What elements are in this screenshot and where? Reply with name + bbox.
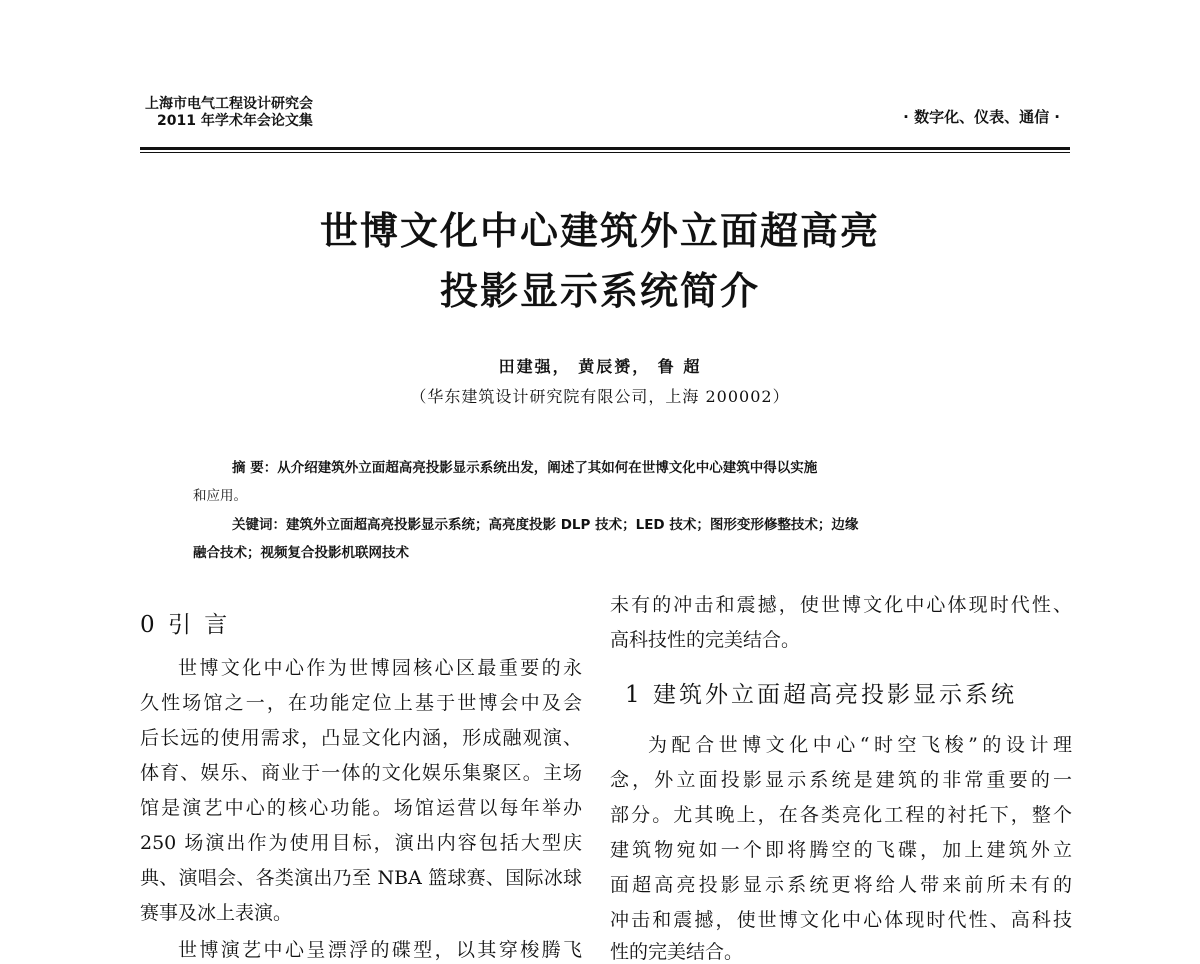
header-rule-thin xyxy=(140,152,1070,153)
body-line: 久性场馆之一，在功能定位上基于世博会中及会 xyxy=(140,692,582,714)
header-rule xyxy=(140,147,1070,150)
body-line: 面超高亮投影显示系统更将给人带来前所未有的 xyxy=(610,874,1072,896)
body-line: 冲击和震撼，使世博文化中心体现时代性、高科技 xyxy=(610,909,1072,931)
body-line: 体育、娱乐、商业于一体的文化娱乐集聚区。主场 xyxy=(140,762,582,784)
body-line: 高科技性的完美结合。 xyxy=(610,629,801,651)
body-line: 建筑物宛如一个即将腾空的飞碟，加上建筑外立 xyxy=(610,839,1072,861)
body-line: 世博文化中心作为世博园核心区最重要的永 xyxy=(178,657,582,679)
body-line: 馆是演艺中心的核心功能。场馆运营以每年举办 xyxy=(140,797,582,819)
journal-name: 上海市电气工程设计研究会 xyxy=(145,96,313,112)
authors: 田建强， 黄辰赟， 鲁 超 xyxy=(498,357,702,376)
body-line: 念，外立面投影显示系统是建筑的非常重要的一 xyxy=(610,769,1072,791)
abstract-line1 xyxy=(232,456,817,476)
keywords-text: 建筑外立面超高亮投影显示系统；高亮度投影 DLP 技术；LED 技术；图形变形修整技术；边缘 xyxy=(286,517,859,533)
abstract-text: 从介绍建筑外立面超高亮投影显示系统出发，阐述了其如何在世博文化中心建筑中得以实施 xyxy=(277,460,818,476)
paper-title-line1: 世博文化中心建筑外立面超高亮 xyxy=(319,209,880,253)
keywords-label: 关键词： xyxy=(232,517,286,533)
journal-volume: 2011 年学术年会论文集 xyxy=(157,113,313,129)
keywords-line1 xyxy=(232,513,858,533)
journal-header xyxy=(145,96,313,130)
body-line: 典、演唱会、各类演出乃至 NBA 篮球赛、国际冰球 xyxy=(140,867,582,889)
body-line: 为配合世博文化中心“时空飞梭”的设计理 xyxy=(648,734,1072,756)
body-line: 部分。尤其晚上，在各类亮化工程的衬托下，整个 xyxy=(610,804,1072,826)
body-line: 性的完美结合。 xyxy=(610,941,744,963)
paper-title-line2: 投影显示系统简介 xyxy=(439,269,760,313)
body-line: 250 场演出作为使用目标，演出内容包括大型庆 xyxy=(140,832,582,854)
abstract-label: 摘 要： xyxy=(232,460,278,476)
body-line: 未有的冲击和震撼，使世博文化中心体现时代性、 xyxy=(610,594,1072,616)
section-heading-intro: 0 引 言 xyxy=(140,612,231,638)
affiliation: （华东建筑设计研究院有限公司，上海 200002） xyxy=(410,387,790,406)
abstract-line2: 和应用。 xyxy=(193,488,247,504)
keywords-line2: 融合技术；视频复合投影机联网技术 xyxy=(193,545,409,561)
body-line: 赛事及冰上表演。 xyxy=(140,902,293,924)
body-line: 后长远的使用需求，凸显文化内涵，形成融观演、 xyxy=(140,727,582,749)
section-category: · 数字化、仪表、通信 · xyxy=(903,108,1060,126)
section-heading-1: 1 建筑外立面超高亮投影显示系统 xyxy=(625,682,1017,708)
body-line: 世博演艺中心呈漂浮的碟型，以其穿梭腾飞 xyxy=(178,939,582,961)
